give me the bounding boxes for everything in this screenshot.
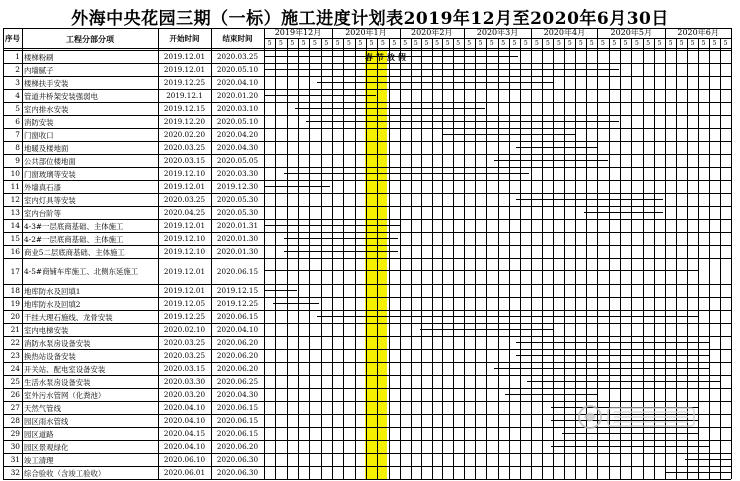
start-date: 2019.12.20 [163,117,206,126]
start-date: 2020.06.01 [163,468,206,477]
end-date: 2020.01.31 [216,221,259,230]
tick-label: 5 [478,40,483,47]
tick-label: 5 [556,40,561,47]
start-date: 2019.12.01 [163,286,206,295]
task-name: 楼梯粉刷 [24,52,54,62]
tick-label: 5 [589,40,594,47]
row-number: 30 [10,442,20,451]
end-date: 2020.06.15 [216,312,259,321]
month-divider [531,28,532,479]
task-name: 开关站、配电室设备安装 [24,364,106,374]
start-date: 2019.12.01 [163,266,206,276]
festival-label-char: 假 [397,52,406,62]
task-name: 外墙真石漆 [24,182,61,192]
task-name: 商业5二层底商基础、主体施工 [24,247,125,257]
month-label: 2020年4月 [543,28,586,37]
gantt-bar [264,69,619,70]
end-date: 2020.06.20 [216,351,259,360]
gantt-bar [420,329,554,330]
tick-label: 5 [381,40,385,47]
month-divider [464,28,465,479]
task-name: 生活水泵房设备安装 [24,377,91,387]
gantt-bar [317,82,554,83]
end-date: 2020.04.10 [216,78,259,87]
tick-label: 5 [623,40,628,47]
tick-label: 5 [279,40,283,47]
start-date: 2019.12.10 [163,234,206,243]
gantt-bar [317,316,698,317]
tick-label: 5 [456,40,461,47]
task-name: 室内排水安装 [24,104,69,114]
task-name: 门窗收口 [24,130,54,140]
task-name: 园区道路 [24,429,54,439]
end-date: 2020.04.30 [216,143,259,152]
schedule-title: 外海中央花园三期（一标）施工进度计划表2019年12月至2020年6月30日 [71,9,669,29]
month-divider [400,28,401,479]
tick-label: 5 [290,40,295,47]
start-date: 2020.04.10 [163,416,206,425]
start-date: 2020.03.25 [163,143,206,152]
row-number: 17 [10,266,20,276]
row-number: 10 [10,169,20,178]
gantt-bar [494,160,608,161]
end-date: 2020.04.20 [216,130,259,139]
festival-label-char: 节 [375,52,384,62]
task-name: 消防水泵房设备安装 [24,338,91,348]
end-date: 2020.06.15 [216,403,259,412]
task-name: 地库防水及回填2 [24,299,81,309]
month-label: 2019年12月 [274,28,322,37]
gantt-bar [516,355,709,356]
start-date: 2019.12.01 [163,52,206,61]
end-date: 2020.06.20 [216,442,259,451]
header-end: 结束时间 [222,34,253,43]
row-number: 4 [15,91,20,100]
header-no: 序号 [5,34,20,43]
gantt-bar [516,342,709,343]
gantt-bar [284,173,530,174]
tick-label: 5 [546,40,550,47]
row-number: 23 [10,351,20,360]
tick-label: 5 [701,40,706,47]
row-number: 7 [15,130,20,139]
month-label: 2020年1月 [345,28,387,37]
month-divider [332,28,333,479]
end-date: 2020.01.30 [216,234,259,243]
start-date: 2020.02.10 [163,325,206,334]
festival-label-char: 放 [386,52,395,62]
tick-label: 5 [403,40,408,47]
tick-label: 5 [335,40,340,47]
tick-label: 5 [347,40,351,47]
start-date: 2019.12.25 [163,312,206,321]
tick-label: 5 [523,40,528,47]
task-name: 楼梯扶手安装 [24,78,69,88]
row-number: 28 [10,416,20,425]
tick-label: 5 [267,40,272,47]
start-date: 2020.04.25 [163,208,206,217]
end-date: 2020.01.30 [216,247,259,256]
tick-label: 5 [313,40,317,47]
row-number: 27 [10,403,20,412]
row-number: 8 [15,143,20,152]
column-divider [731,28,732,479]
task-name: 4-2#一层底商基础、主体施工 [24,234,124,244]
row-number: 21 [10,325,20,334]
tick-label: 5 [489,40,494,47]
tick-label: 5 [646,40,651,47]
start-date: 2019.12.1 [166,91,203,100]
tick-label: 5 [301,40,306,47]
watermark-logo [576,402,702,432]
row-number: 25 [10,377,20,386]
gantt-bar [306,121,620,122]
gantt-bar [584,212,663,213]
end-date: 2020.06.20 [216,338,259,347]
header-start: 开始时间 [169,34,200,43]
task-name: 室内电梯安装 [24,325,69,335]
task-name: 综合验收（含竣工验收） [24,468,106,478]
task-name: 消防安装 [24,117,54,127]
month-label: 2020年2月 [410,28,453,37]
start-date: 2020.03.20 [163,390,206,399]
task-name: 门窗玻璃等安装 [24,169,76,179]
task-name: 园区雨水管线 [24,416,69,426]
end-date: 2020.06.15 [216,416,259,425]
row-number: 20 [10,312,20,321]
row-number: 16 [10,247,20,256]
start-date: 2019.12.01 [163,182,206,191]
start-date: 2020.03.25 [163,338,206,347]
end-date: 2019.12.30 [216,182,259,191]
end-date: 2020.06.25 [216,377,259,386]
row-number: 29 [10,429,20,438]
start-date: 2020.06.10 [163,455,206,464]
start-date: 2019.12.10 [163,169,206,178]
watermark-logo-mark [576,402,702,432]
start-date: 2020.03.25 [163,195,206,204]
gantt-bar [665,472,731,473]
end-date: 2020.03.25 [216,52,259,61]
task-name: 天然气管线 [24,403,61,413]
month-label: 2020年5月 [610,28,652,37]
row-number: 24 [10,364,20,373]
tick-label: 5 [324,40,329,47]
gantt-bar [264,225,400,226]
tick-label: 5 [634,40,639,47]
gantt-bar [264,270,698,271]
start-date: 2020.04.10 [163,442,206,451]
start-date: 2020.03.30 [163,377,206,386]
start-date: 2020.04.10 [163,403,206,412]
gantt-bar [516,147,597,148]
row-number: 31 [10,455,20,464]
gantt-bar [562,433,698,434]
task-name: 室内灯具等安装 [24,195,76,205]
start-date: 2020.02.20 [163,130,206,139]
tick-label: 5 [679,40,684,47]
gantt-bar [551,446,709,447]
start-date: 2020.03.15 [163,156,206,165]
row-number: 1 [15,52,20,61]
start-date: 2020.04.15 [163,429,206,438]
end-date: 2020.06.30 [216,468,259,477]
tick-label: 5 [668,40,673,47]
end-date: 2020.05.30 [216,195,259,204]
month-label: 2020年6月 [677,28,719,37]
task-name: 地库防水及回填1 [24,286,81,296]
column-divider [264,28,265,479]
end-date: 2020.05.10 [216,65,259,74]
gantt-bar [494,368,709,369]
gantt-bar [264,186,330,187]
row-number: 11 [10,182,20,191]
tick-label: 5 [657,40,662,47]
tick-label: 5 [445,40,450,47]
row-number: 19 [10,299,20,308]
tick-label: 5 [467,40,472,47]
row-number: 15 [10,234,20,243]
row-number: 12 [10,195,20,204]
task-name: 4-3#一层底商基础、主体施工 [24,221,124,231]
tick-label: 5 [600,40,605,47]
end-date: 2020.01.20 [216,91,259,100]
gantt-bar [284,251,398,252]
start-date: 2020.03.25 [163,351,206,360]
gantt-bar [284,238,398,239]
row-number: 2 [15,65,20,74]
tick-label: 5 [512,40,517,47]
end-date: 2020.05.10 [216,117,259,126]
tick-label: 5 [723,40,728,47]
end-date: 2020.03.10 [216,104,259,113]
festival-label-char: 春 [364,52,373,62]
end-date: 2020.05.30 [216,208,259,217]
tick-label: 5 [567,40,572,47]
end-date: 2020.05.05 [216,156,259,165]
tick-label: 5 [535,40,539,47]
row-number: 14 [10,221,20,230]
end-date: 2020.04.30 [216,390,259,399]
start-date: 2019.12.25 [163,78,206,87]
tick-label: 5 [501,40,506,47]
row-number: 18 [10,286,20,295]
gantt-bar [685,459,731,460]
tick-label: 5 [392,40,397,47]
tick-label: 5 [435,40,439,47]
row-number: 32 [10,468,20,477]
gantt-bar [442,134,576,135]
task-name: 管道井桥架安装强弱电 [24,91,98,101]
header-item: 工程分部分项 [66,34,114,44]
gantt-bar [505,394,597,395]
start-date: 2019.12.01 [163,221,206,230]
task-name: 公共部位楼地面 [24,156,76,166]
row-number: 13 [10,208,20,217]
row-number: 6 [15,117,20,126]
gantt-bar [516,199,663,200]
task-name: 地暖及楼地面 [24,143,69,153]
tick-label: 5 [712,40,717,47]
gantt-bar [273,303,319,304]
end-date: 2019.12.15 [216,286,259,295]
tick-label: 5 [358,40,363,47]
gantt-bar [295,108,486,109]
task-name: 干挂大理石施线、龙骨安装 [24,312,113,322]
task-name: 4-5#商铺车库施工、北侧东延施工 [24,267,139,276]
task-name: 园区景观绿化 [24,442,69,452]
tick-label: 5 [369,40,374,47]
start-date: 2019.12.15 [163,104,206,113]
task-name: 室外污水管网（化粪池） [24,390,106,400]
task-name: 换热站设备安装 [24,351,76,361]
gantt-bar [264,95,376,96]
gantt-bar [527,381,720,382]
start-date: 2019.12.05 [163,299,206,308]
tick-label: 5 [413,40,418,47]
row-number: 5 [15,104,20,113]
end-date: 2020.04.10 [216,325,259,334]
end-date: 2019.12.25 [216,299,259,308]
row-number: 26 [10,390,20,399]
start-date: 2019.12.01 [163,65,206,74]
row-number: 9 [15,156,20,165]
end-date: 2020.06.20 [216,364,259,373]
row-number: 22 [10,338,20,347]
gantt-bar [264,290,297,291]
row-number: 3 [15,78,20,87]
end-date: 2020.06.30 [216,455,259,464]
end-date: 2020.06.15 [216,266,259,276]
tick-label: 5 [424,40,429,47]
tick-label: 5 [690,40,695,47]
start-date: 2019.12.10 [163,247,206,256]
tick-label: 5 [578,40,583,47]
end-date: 2020.03.30 [216,169,259,178]
month-label: 2020年3月 [476,28,519,37]
task-name: 室内台阶等 [24,208,61,218]
task-name: 竣工清理 [24,455,54,465]
start-date: 2020.03.15 [163,364,206,373]
tick-label: 5 [612,40,617,47]
task-name: 内墙腻子 [24,65,54,75]
end-date: 2020.06.15 [216,429,259,438]
row-rule [3,479,731,480]
